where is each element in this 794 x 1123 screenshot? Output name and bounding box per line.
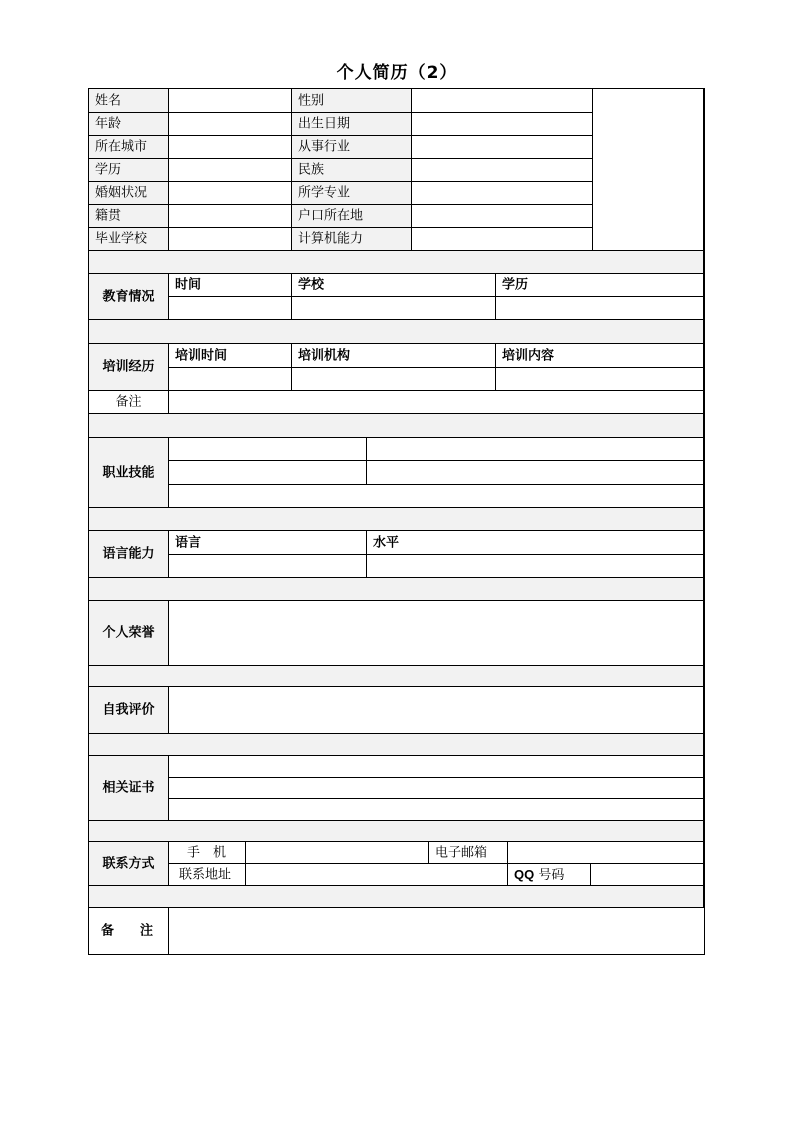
- skills-label-cell: [89, 438, 169, 508]
- marital-label-cell: [89, 182, 169, 205]
- contact-label-cell: [89, 842, 169, 886]
- industry-field[interactable]: [412, 136, 593, 159]
- ethnicity-label-cell: [292, 159, 412, 182]
- section-spacer: [89, 320, 704, 344]
- certificates-label-cell: [89, 756, 169, 821]
- education-col-time-label: 时间: [175, 277, 202, 293]
- page-title: 个人简历（2）: [336, 63, 458, 83]
- skills-label: 职业技能: [102, 465, 155, 480]
- city-field[interactable]: [169, 136, 292, 159]
- skills-field-1a[interactable]: [169, 438, 367, 461]
- section-spacer: [89, 578, 704, 601]
- origin-label-cell: [89, 205, 169, 228]
- training-col-org-label: 培训机构: [298, 348, 351, 363]
- section-spacer: [89, 886, 704, 908]
- education-degree-field[interactable]: [496, 297, 704, 320]
- education-col-degree: [496, 274, 704, 297]
- city-label-cell: [89, 136, 169, 159]
- remarks-label: 备 注: [101, 923, 154, 939]
- name-label-cell: [89, 89, 169, 113]
- birth-label: 出生日期: [298, 116, 351, 132]
- age-label: 年龄: [95, 116, 122, 132]
- certificate-field-3[interactable]: [169, 799, 704, 821]
- gender-label: 性别: [298, 93, 325, 108]
- age-label-cell: [89, 113, 169, 136]
- section-spacer: [89, 414, 704, 438]
- honors-label-cell: [89, 601, 169, 666]
- section-spacer: [89, 821, 704, 842]
- phone-label: 手 机: [187, 845, 227, 860]
- birth-label-cell: [292, 113, 412, 136]
- training-time-field[interactable]: [169, 368, 292, 391]
- ethnicity-field[interactable]: [412, 159, 593, 182]
- training-col-time-label: 培训时间: [175, 348, 228, 363]
- major-label: 所学专业: [298, 185, 351, 201]
- certificates-label: 相关证书: [102, 780, 155, 796]
- self-eval-field[interactable]: [169, 687, 704, 734]
- name-label: 姓名: [95, 93, 122, 108]
- training-remark-label: 备注: [115, 394, 142, 410]
- training-label-cell: [89, 344, 169, 391]
- language-col-level: [367, 531, 704, 555]
- address-label: 联系地址: [179, 867, 232, 882]
- qq-prefix: QQ: [514, 866, 535, 882]
- skills-field-3[interactable]: [169, 485, 704, 508]
- origin-field[interactable]: [169, 205, 292, 228]
- remarks-label-cell: [89, 908, 169, 954]
- school-field[interactable]: [169, 228, 292, 251]
- training-col-content: [496, 344, 704, 368]
- education-label-cell: [89, 274, 169, 320]
- remarks-field[interactable]: [169, 908, 704, 954]
- language-col-level-label: 水平: [373, 535, 400, 550]
- degree-label-cell: [89, 159, 169, 182]
- address-label-cell: [169, 864, 246, 886]
- education-col-degree-label: 学历: [502, 277, 529, 293]
- degree-label: 学历: [95, 162, 122, 178]
- major-label-cell: [292, 182, 412, 205]
- certificate-field-2[interactable]: [169, 778, 704, 799]
- qq-label: [514, 868, 564, 882]
- language-label-cell: [89, 531, 169, 578]
- education-label: 教育情况: [102, 289, 155, 304]
- section-spacer: [89, 508, 704, 531]
- language-col-lang: [169, 531, 367, 555]
- computer-label-cell: [292, 228, 412, 251]
- industry-label: 从事行业: [298, 139, 351, 155]
- self-eval-label-cell: [89, 687, 169, 734]
- education-col-time: [169, 274, 292, 297]
- qq-label-cell: [508, 864, 591, 886]
- computer-label: 计算机能力: [298, 231, 364, 247]
- training-remark-label-cell: [89, 391, 169, 414]
- language-level-field[interactable]: [367, 555, 704, 578]
- honors-label: 个人荣誉: [102, 625, 155, 641]
- school-label: 毕业学校: [95, 231, 148, 247]
- training-content-field[interactable]: [496, 368, 704, 391]
- gender-label-cell: [292, 89, 412, 113]
- skills-field-2b[interactable]: [367, 461, 704, 485]
- major-field[interactable]: [412, 182, 593, 205]
- certificate-field-1[interactable]: [169, 756, 704, 778]
- computer-field[interactable]: [412, 228, 593, 251]
- language-label: 语言能力: [102, 546, 155, 562]
- skills-field-1b[interactable]: [367, 438, 704, 461]
- hukou-field[interactable]: [412, 205, 593, 228]
- industry-label-cell: [292, 136, 412, 159]
- phone-field[interactable]: [246, 842, 429, 864]
- training-col-content-label: 培训内容: [502, 348, 555, 363]
- language-lang-field[interactable]: [169, 555, 367, 578]
- name-field[interactable]: [169, 89, 292, 113]
- degree-field[interactable]: [169, 159, 292, 182]
- honors-field[interactable]: [169, 601, 704, 666]
- phone-label-cell: [169, 842, 246, 864]
- training-col-time: [169, 344, 292, 368]
- email-label-cell: [429, 842, 508, 864]
- ethnicity-label: 民族: [298, 162, 325, 178]
- education-col-school-label: 学校: [298, 277, 325, 293]
- training-org-field[interactable]: [292, 368, 496, 391]
- qq-field[interactable]: [591, 864, 704, 886]
- gender-field[interactable]: [412, 89, 593, 113]
- language-col-lang-label: 语言: [175, 535, 202, 550]
- skills-field-2a[interactable]: [169, 461, 367, 485]
- city-label: 所在城市: [95, 139, 148, 155]
- origin-label: 籍贯: [95, 208, 122, 224]
- education-school-field[interactable]: [292, 297, 496, 320]
- marital-field[interactable]: [169, 182, 292, 205]
- contact-label: 联系方式: [102, 856, 155, 871]
- hukou-label-cell: [292, 205, 412, 228]
- self-eval-label: 自我评价: [102, 702, 155, 718]
- marital-label: 婚姻状况: [95, 185, 148, 201]
- training-label: 培训经历: [102, 359, 155, 375]
- email-field[interactable]: [508, 842, 704, 864]
- training-col-org: [292, 344, 496, 368]
- section-spacer: [89, 251, 704, 274]
- hukou-label: 户口所在地: [298, 208, 364, 224]
- resume-table: [88, 88, 705, 955]
- photo-area[interactable]: [593, 89, 704, 251]
- address-field[interactable]: [246, 864, 508, 886]
- birth-field[interactable]: [412, 113, 593, 136]
- education-time-field[interactable]: [169, 297, 292, 320]
- email-label: 电子邮箱: [435, 845, 488, 860]
- age-field[interactable]: [169, 113, 292, 136]
- education-col-school: [292, 274, 496, 297]
- qq-suffix: 号码: [538, 867, 565, 883]
- section-spacer: [89, 666, 704, 687]
- section-spacer: [89, 734, 704, 756]
- training-remark-field[interactable]: [169, 391, 704, 414]
- school-label-cell: [89, 228, 169, 251]
